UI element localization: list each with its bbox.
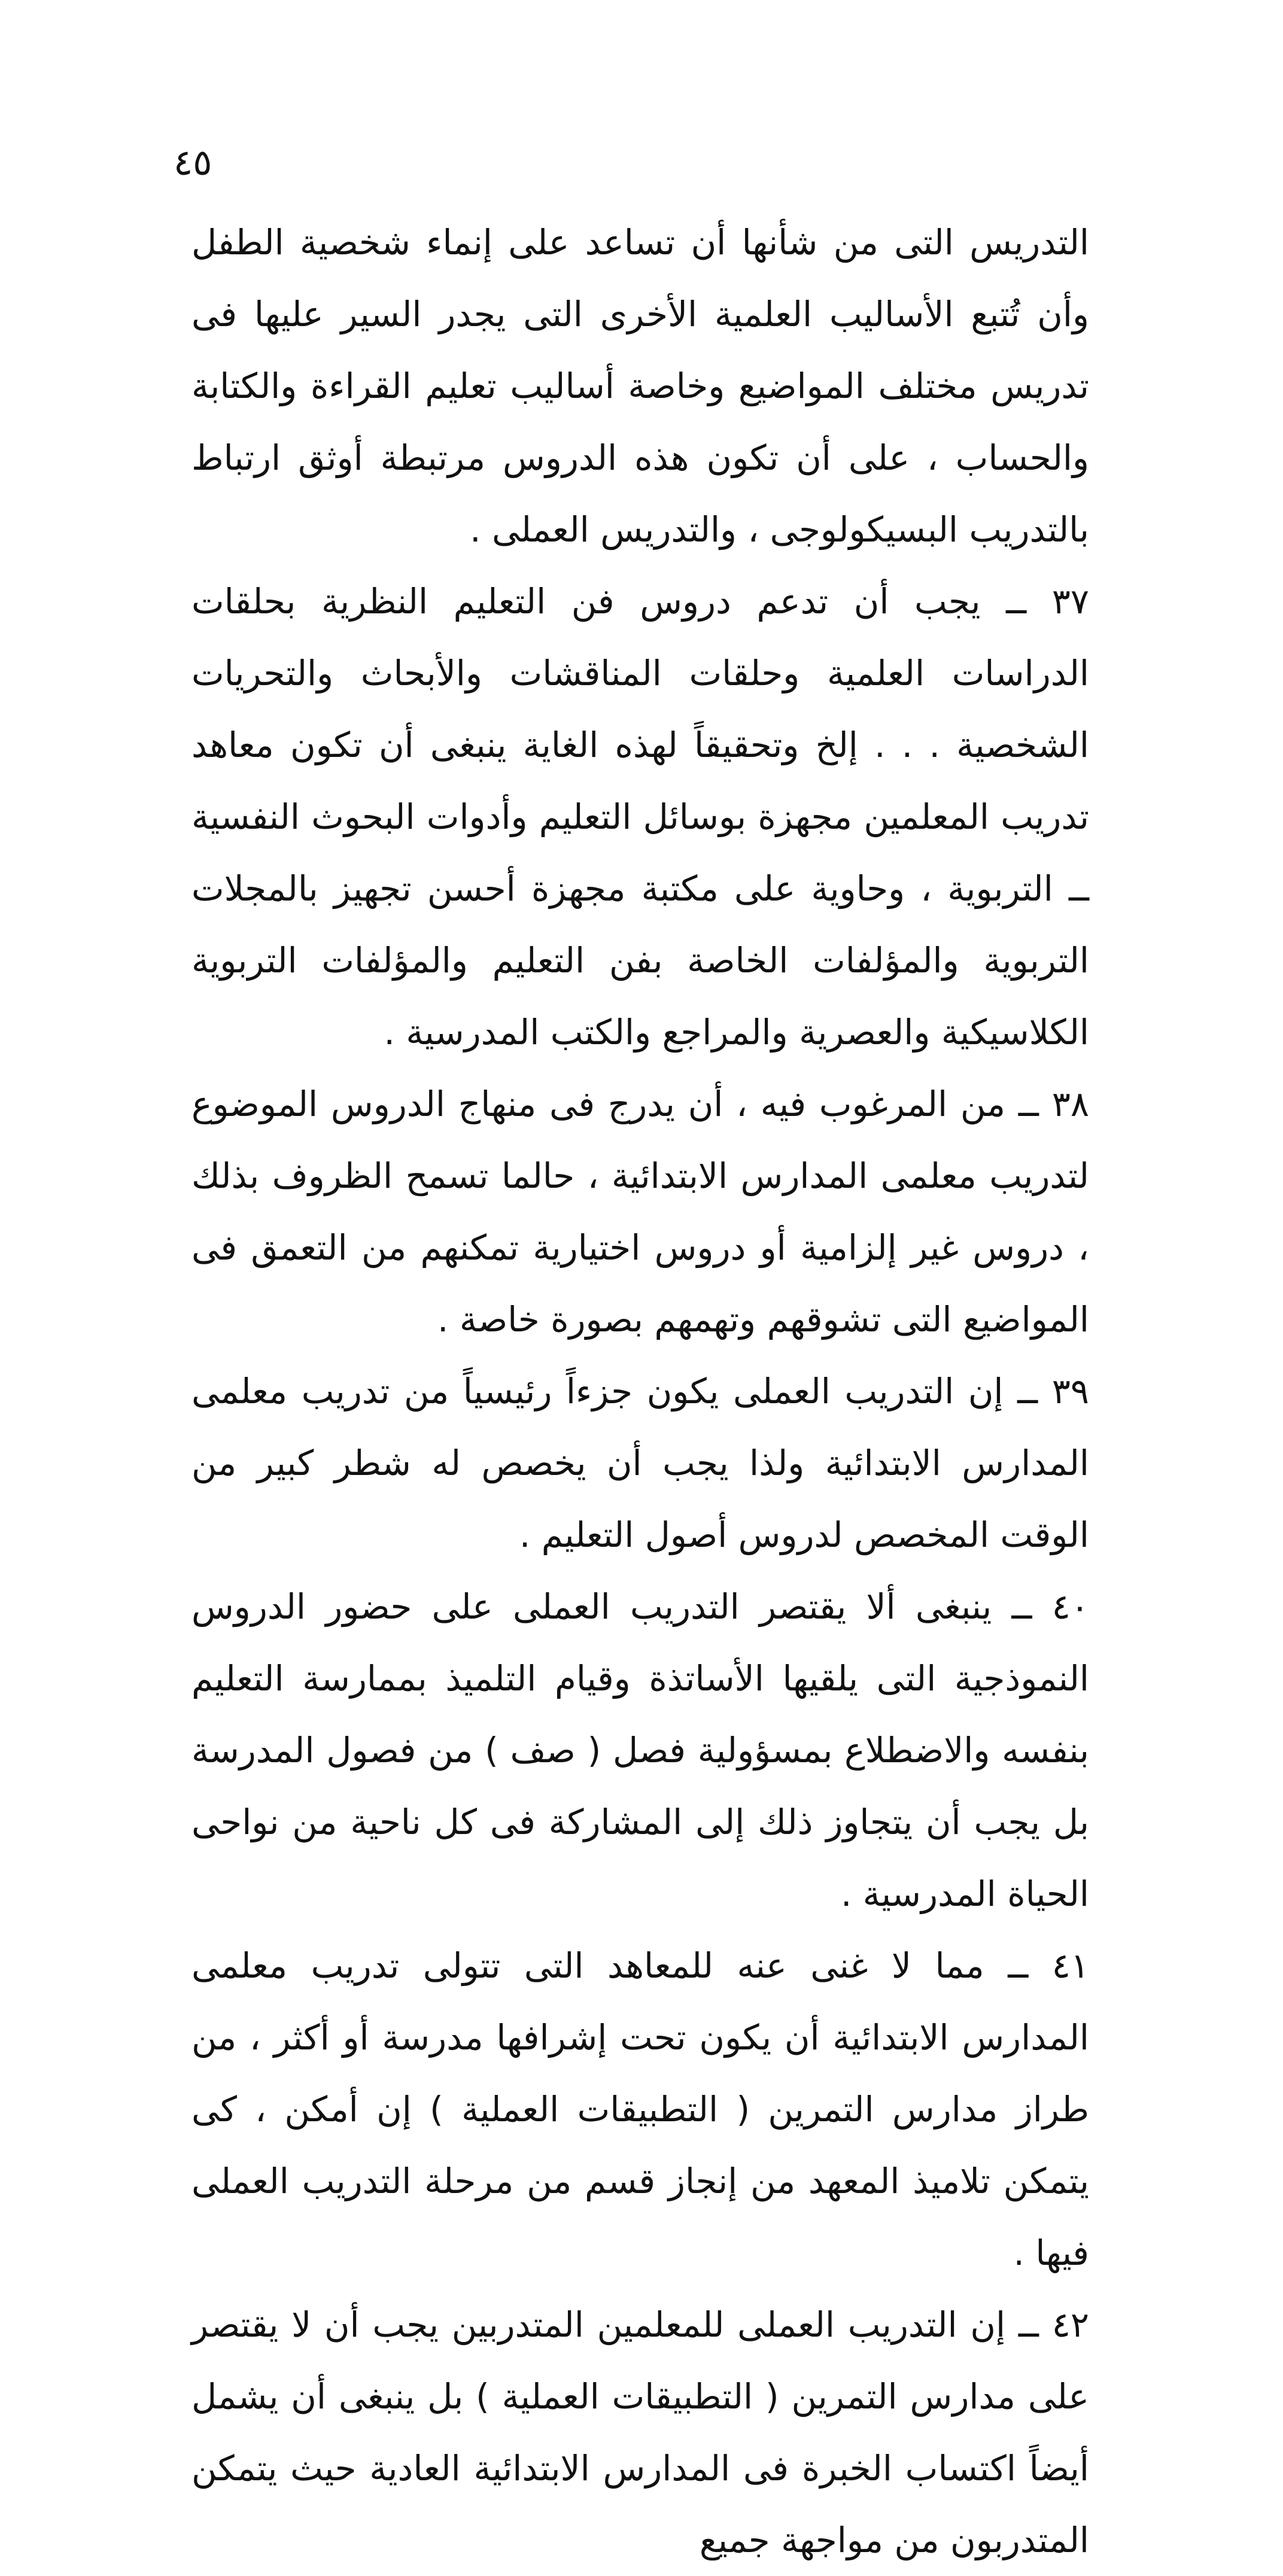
page-number: ٤٥: [174, 142, 212, 184]
paragraph-41: ٤١ ــ مما لا غنى عنه للمعاهد التى تتولى تدريب معلمى المدارس الابتدائية أن يكون تحت إشرافها مدرسة أو أكثر ، من طراز مدارس التمرين ( التطبيقات العملية ) إن أمكن ، كى يتمكن تلاميذ المعهد من إنجاز قسم من مرحلة التدريب العملى فيها .: [191, 1945, 1089, 2273]
paragraph-38: ٣٨ ــ من المرغوب فيه ، أن يدرج فى منهاج الدروس الموضوع لتدريب معلمى المدارس الابتدائية ، حالما تسمح الظروف بذلك ، دروس غير إلزامية أو دروس اختيارية تمكنهم من التعمق فى المواضيع التى تشوقهم وتهمهم بصورة خاصة .: [191, 1084, 1089, 1340]
paragraph-42: ٤٢ ــ إن التدريب العملى للمعلمين المتدربين يجب أن لا يقتصر على مدارس التمرين ( التطبيقات العملية ) بل ينبغى أن يشمل أيضاً اكتساب الخبرة فى المدارس الابتدائية العادية حيث يتمكن المتدربون من مواجهة جميع: [191, 2304, 1089, 2560]
paragraph-40: ٤٠ ــ ينبغى ألا يقتصر التدريب العملى على حضور الدروس النموذجية التى يلقيها الأساتذة وقيام التلميذ بممارسة التعليم بنفسه والاضطلاع بمسؤولية فصل ( صف ) من فصول المدرسة بل يجب أن يتجاوز ذلك إلى المشاركة فى كل ناحية من نواحى الحياة المدرسية .: [191, 1586, 1089, 1914]
paragraph-37: ٣٧ ــ يجب أن تدعم دروس فن التعليم النظرية بحلقات الدراسات العلمية وحلقات المناقشات والأبحاث والتحريات الشخصية . . . إلخ وتحقيقاً لهذه الغاية ينبغى أن تكون معاهد تدريب المعلمين مجهزة بوسائل التعليم وأدوات البحوث النفسية ــ التربوية ، وحاوية على مكتبة مجهزة أحسن تجهيز بالمجلات التربوية والمؤلفات الخاصة بفن التعليم والمؤلفات التربوية الكلاسيكية والعصرية والمراجع والكتب المدرسية .: [191, 581, 1089, 1053]
paragraph-continuation: التدريس التى من شأنها أن تساعد على إنماء شخصية الطفل وأن تُتبع الأساليب العلمية الأخرى التى يجدر السير عليها فى تدريس مختلف المواضيع وخاصة أساليب تعليم القراءة والكتابة والحساب ، على أن تكون هذه الدروس مرتبطة أوثق ارتباط بالتدريب البسيكولوجى ، والتدريس العملى .: [191, 222, 1089, 550]
paragraph-39: ٣٩ ــ إن التدريب العملى يكون جزءاً رئيسياً من تدريب معلمى المدارس الابتدائية ولذا يجب أن يخصص له شطر كبير من الوقت المخصص لدروس أصول التعليم .: [191, 1371, 1089, 1555]
body-text: [191, 206, 1089, 2576]
